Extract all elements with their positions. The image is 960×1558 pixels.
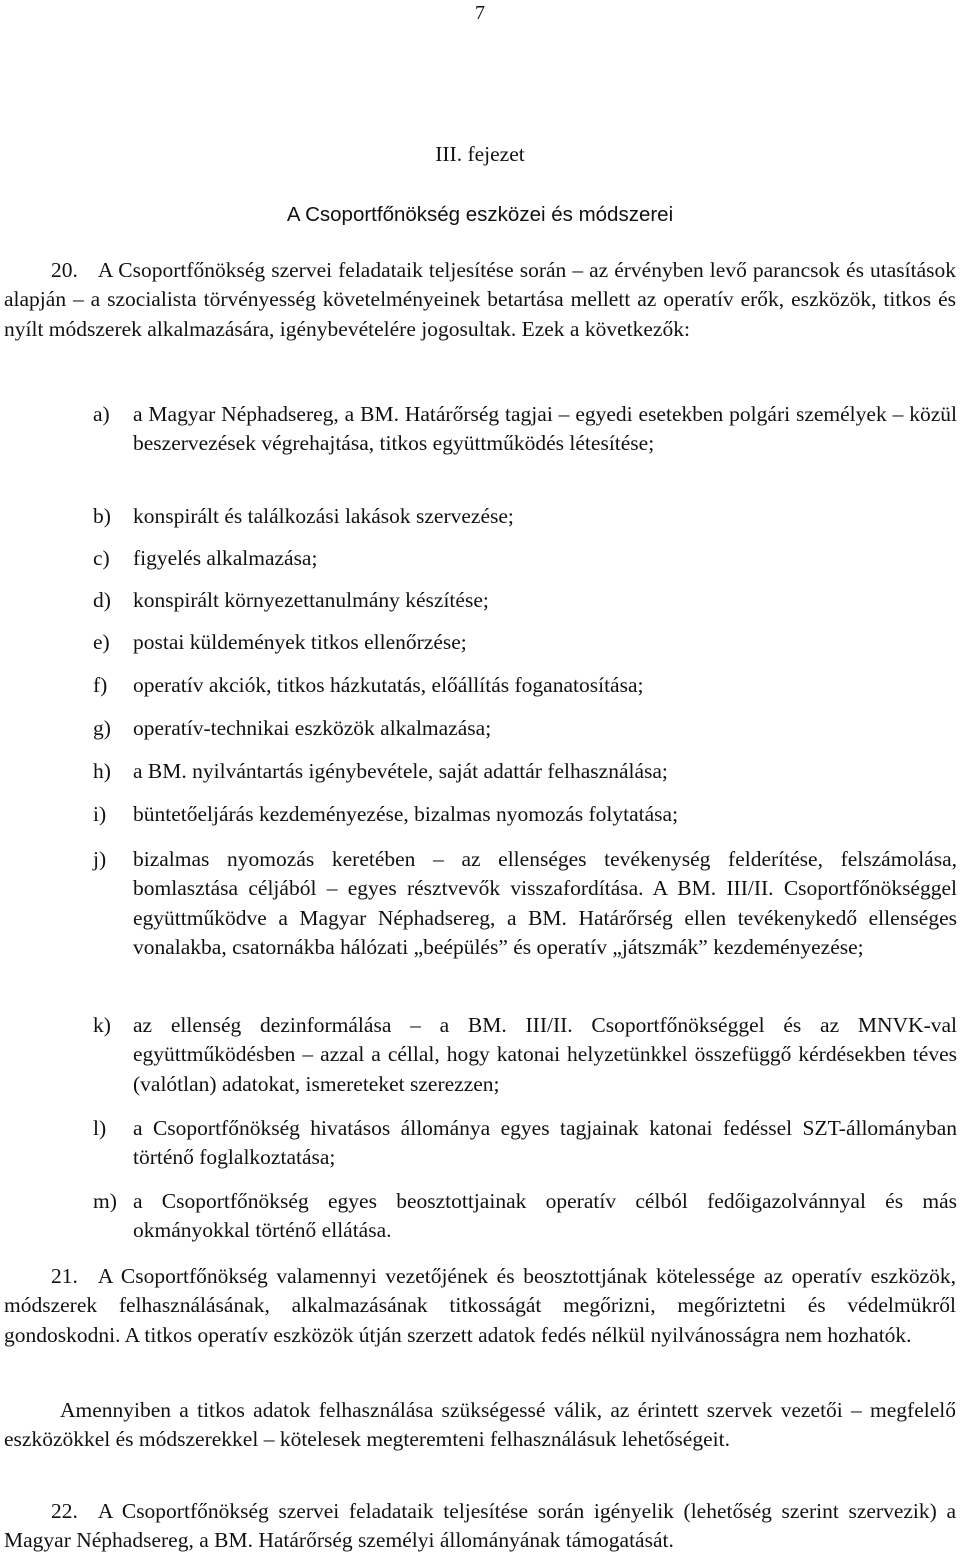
list-item-label: a)	[93, 402, 110, 426]
list-item-label: g)	[93, 716, 111, 740]
paragraph-20	[4, 256, 956, 344]
list-item-i	[93, 800, 957, 829]
list-item-label: h)	[93, 759, 111, 783]
list-item-label: k)	[93, 1013, 111, 1037]
paragraph-text: A Csoportfőnökség valamennyi vezetőjének és beosztottjának kötelessége az operatív eszközök, módszerek felhasználásának, alkalmazásának titkosságát megőrizni, megőriztetni és védelmükről gondoskodni. A titkos operatív eszközök útján szerzett adatok fedés nélkül nyilvánosságra nem hozhatók.	[4, 1264, 956, 1347]
list-item-d	[93, 586, 957, 615]
list-item-m	[93, 1187, 957, 1246]
paragraph-text: A Csoportfőnökség szervei feladataik teljesítése során igényelik (lehetőség szerint szervezik) a Magyar Néphadsereg, a BM. Határőrség személyi állományának támogatását.	[4, 1499, 956, 1553]
list-item-c	[93, 544, 957, 573]
list-item-label: b)	[93, 504, 111, 528]
paragraph-text: Amennyiben a titkos adatok felhasználása szükségessé válik, az érintett szervek vezetői – megfelelő eszközökkel és módszerekkel – kötelesek megteremteni felhasználásuk lehetőségeit.	[4, 1398, 956, 1452]
list-item-g	[93, 714, 957, 743]
list-item-label: l)	[93, 1116, 107, 1140]
list-item-a	[93, 400, 957, 459]
list-item-f	[93, 671, 957, 700]
paragraph-number: 21.	[51, 1264, 78, 1288]
list-item-label: f)	[93, 673, 108, 697]
list-item-text: postai küldemények titkos ellenőrzése;	[133, 630, 467, 654]
list-item-label: c)	[93, 546, 110, 570]
list-item-label: e)	[93, 630, 110, 654]
list-item-l	[93, 1114, 957, 1173]
list-item-label: j)	[93, 847, 107, 871]
paragraph-number: 22.	[51, 1499, 78, 1523]
list-item-text: a Csoportfőnökség egyes beosztottjainak operatív célból fedőigazolvánnyal és más okmányokkal történő ellátása.	[133, 1189, 957, 1243]
paragraph-21-continued	[4, 1396, 956, 1455]
paragraph-21	[4, 1262, 956, 1350]
list-item-e	[93, 628, 957, 657]
list-item-text: az ellenség dezinformálása – a BM. III/II. Csoportfőnökséggel és az MNVK-val együttműködésben – azzal a céllal, hogy katonai helyzetünkkel összefüggő kérdésekben téves (valótlan) adatokat, ismereteket szerezzen;	[133, 1013, 957, 1096]
paragraph-number: 20.	[51, 258, 78, 282]
page-number: 7	[475, 2, 485, 24]
list-item-label: d)	[93, 588, 111, 612]
list-item-text: büntetőeljárás kezdeményezése, bizalmas nyomozás folytatása;	[133, 802, 679, 826]
list-item-k	[93, 1011, 957, 1099]
chapter-title: A Csoportfőnökség eszközei és módszerei	[286, 203, 674, 226]
list-item-text: bizalmas nyomozás keretében – az ellenséges tevékenység felderítése, felszámolása, bomlasztása céljából – egyes résztvevők visszafordítása. A BM. III/II. Csoportfőnökséggel együttműködve a Magyar Néphadsereg, a BM. Határőrség ellen tevékenykedő ellenséges vonalakba, csatornákba hálózati „beépülés” és operatív „játszmák” kezdeményezése;	[133, 847, 957, 959]
chapter-heading: III. fejezet	[435, 142, 525, 166]
list-item-b	[93, 502, 957, 531]
list-item-j	[93, 845, 957, 962]
list-item-text: operatív akciók, titkos házkutatás, előállítás foganatosítása;	[133, 673, 644, 697]
paragraph-22	[4, 1497, 956, 1556]
list-item-h	[93, 757, 957, 786]
list-item-text: a Magyar Néphadsereg, a BM. Határőrség tagjai – egyedi esetekben polgári személyek – közül beszervezések végrehajtása, titkos együttműködés létesítése;	[133, 402, 957, 456]
list-item-text: operatív-technikai eszközök alkalmazása;	[133, 716, 492, 740]
list-item-text: a Csoportfőnökség hivatásos állománya egyes tagjainak katonai fedéssel SZT-állományban történő foglalkoztatása;	[133, 1116, 957, 1170]
list-item-text: konspirált környezettanulmány készítése;	[133, 588, 489, 612]
list-item-label: m)	[93, 1189, 117, 1213]
paragraph-text: A Csoportfőnökség szervei feladataik teljesítése során – az érvényben levő parancsok és utasítások alapján – a szocialista törvényesség követelményeinek betartása mellett az operatív erők, eszközök, titkos és nyílt módszerek alkalmazására, igénybevételére jogosultak. Ezek a következők:	[4, 258, 956, 341]
list-item-label: i)	[93, 802, 107, 826]
list-item-text: a BM. nyilvántartás igénybevétele, saját adattár felhasználása;	[133, 759, 668, 783]
list-item-text: konspirált és találkozási lakások szervezése;	[133, 504, 514, 528]
list-item-text: figyelés alkalmazása;	[133, 546, 318, 570]
